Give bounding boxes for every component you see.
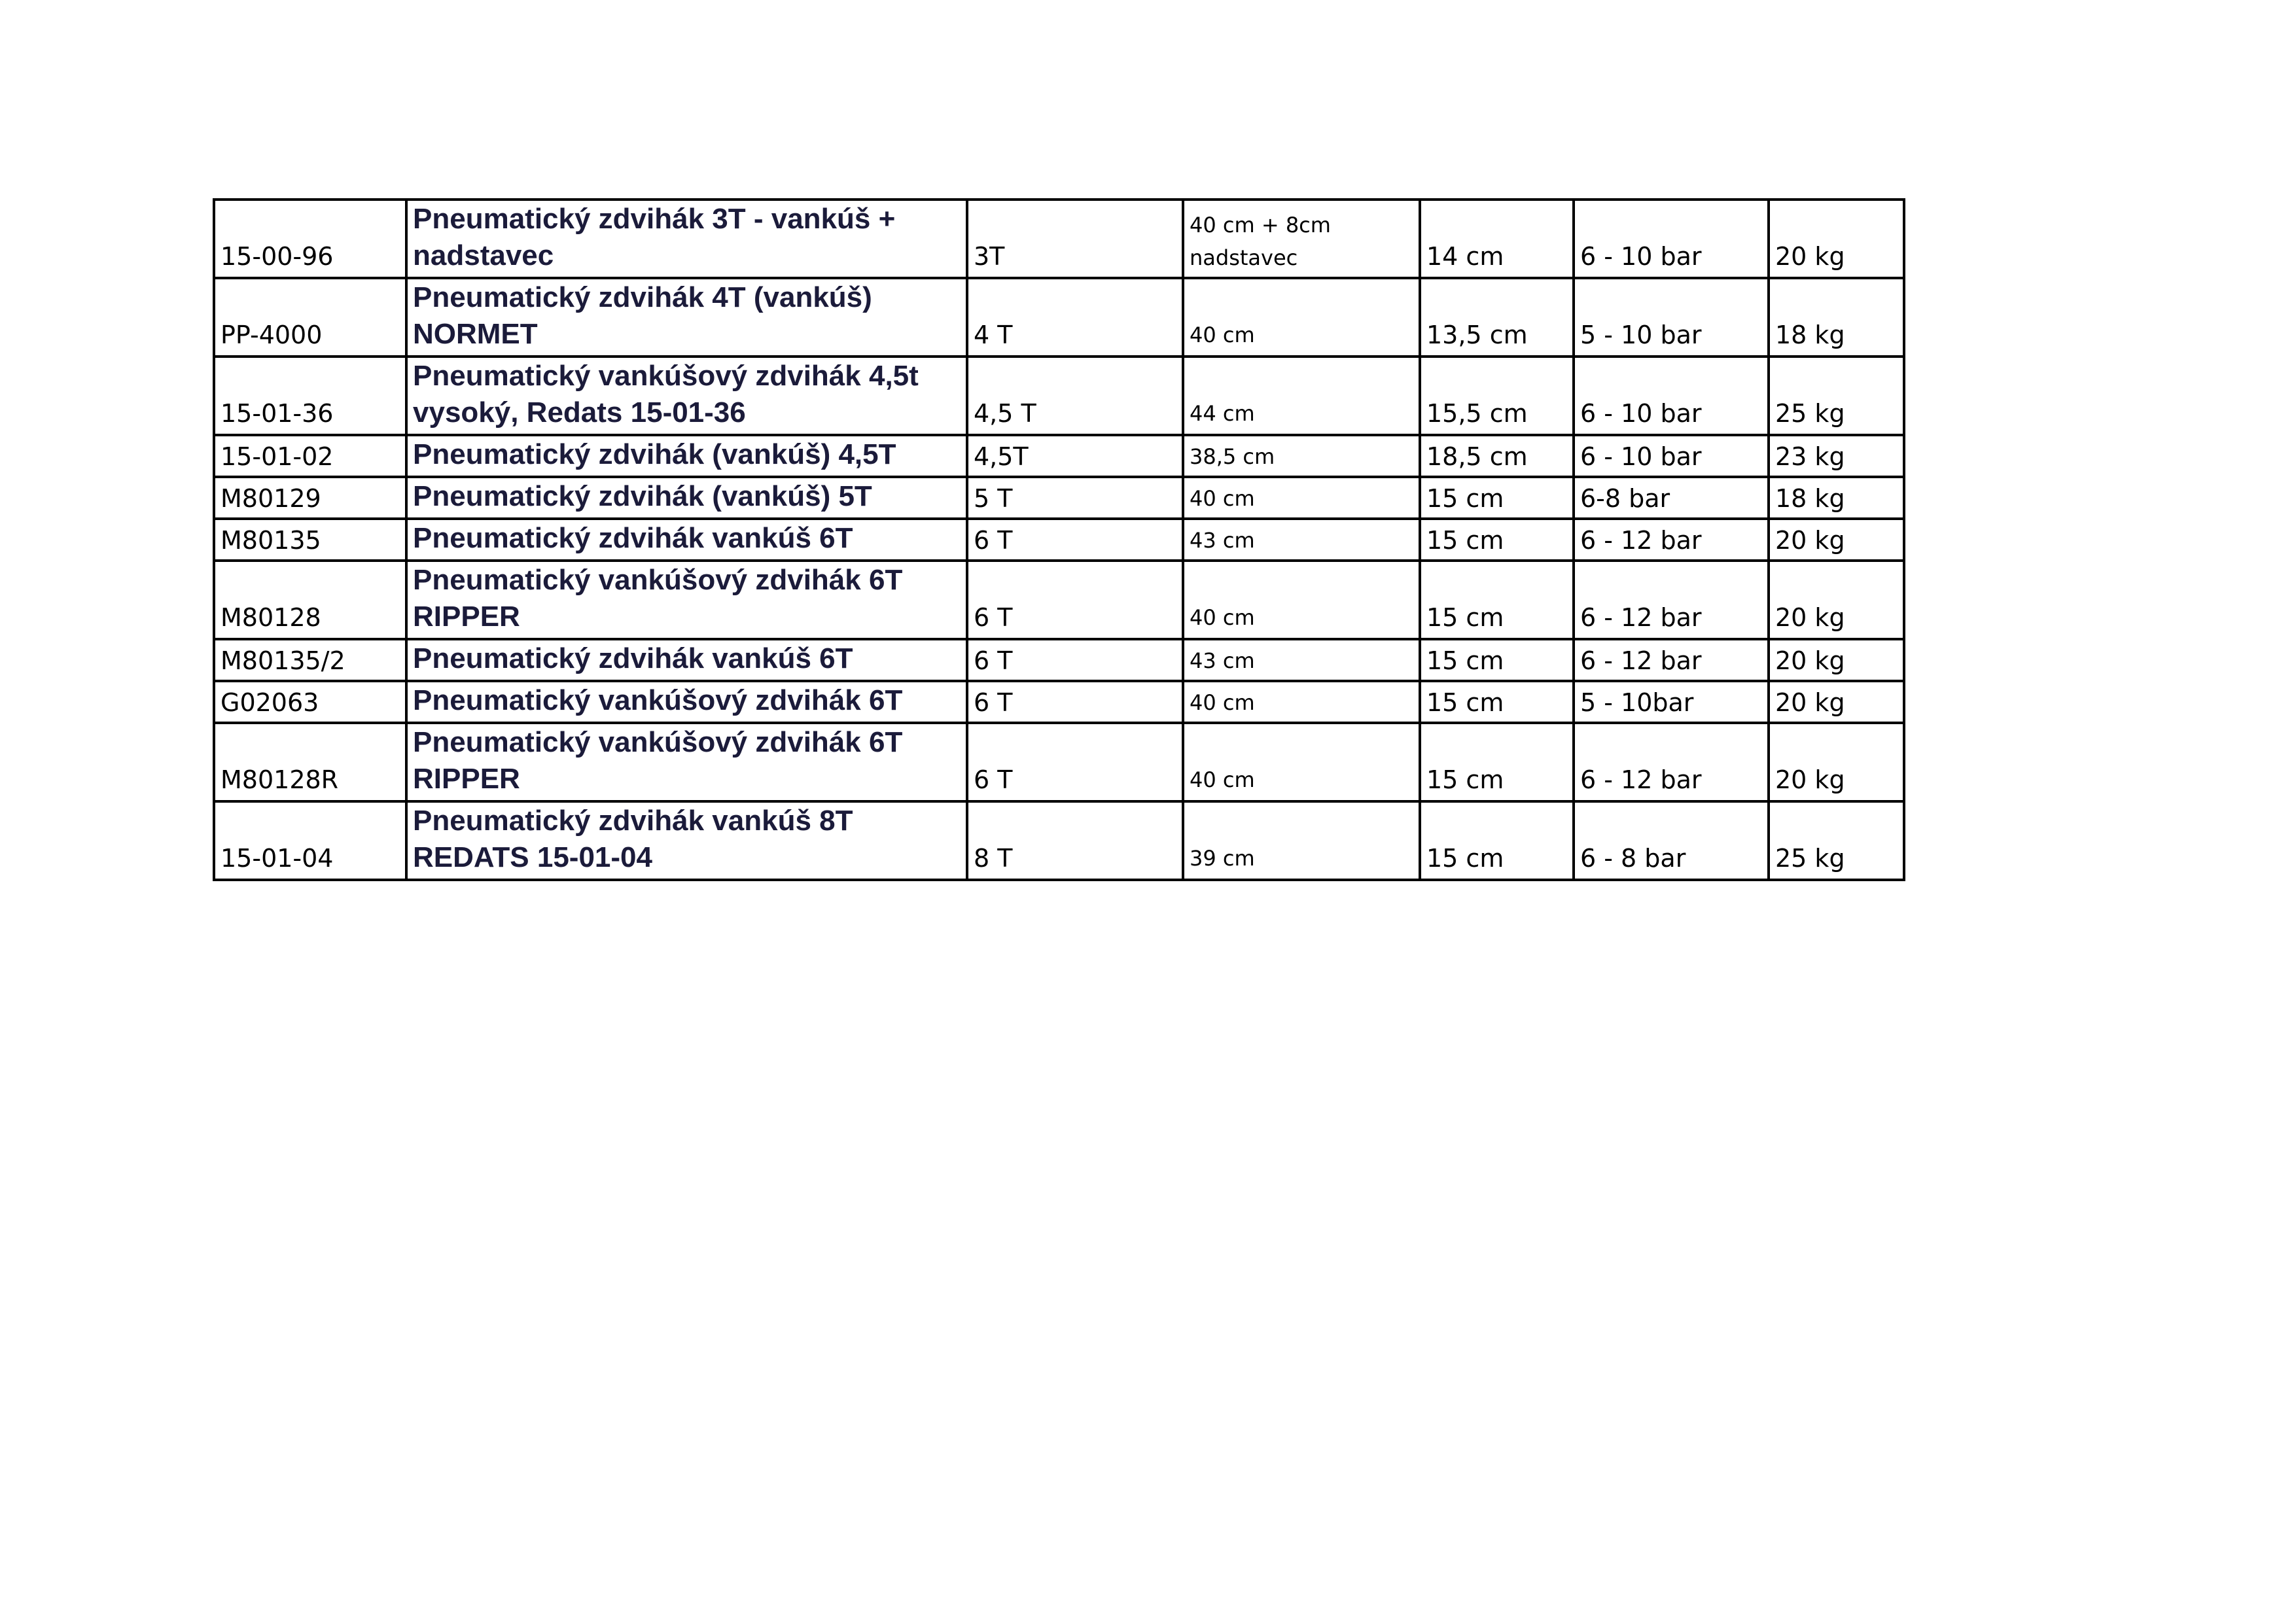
product-name: Pneumatický vankúšový zdvihák 4,5t vysoký, Redats 15-01-36 (406, 357, 967, 435)
table-row (214, 681, 1904, 723)
product-reach: 43 cm (1183, 519, 1420, 561)
product-reach: 40 cm (1183, 477, 1420, 519)
product-weight: 20 kg (1769, 639, 1904, 681)
product-height: 15 cm (1420, 639, 1574, 681)
product-code: M80135 (214, 519, 406, 561)
product-reach: 40 cm + 8cm nadstavec (1183, 200, 1420, 278)
product-name: Pneumatický zdvihák (vankúš) 4,5T (406, 435, 967, 477)
table-row (214, 519, 1904, 561)
product-height: 15 cm (1420, 519, 1574, 561)
product-height: 15 cm (1420, 801, 1574, 880)
table-row (214, 435, 1904, 477)
product-code: M80135/2 (214, 639, 406, 681)
product-pressure: 6 - 10 bar (1574, 357, 1769, 435)
product-weight: 25 kg (1769, 801, 1904, 880)
product-capacity: 6 T (967, 561, 1183, 639)
product-capacity: 6 T (967, 681, 1183, 723)
product-name: Pneumatický vankúšový zdvihák 6T RIPPER (406, 723, 967, 801)
product-capacity: 6 T (967, 639, 1183, 681)
product-name: Pneumatický zdvihák vankúš 6T (406, 639, 967, 681)
product-capacity: 4,5 T (967, 357, 1183, 435)
table-row (214, 801, 1904, 880)
product-code: 15-00-96 (214, 200, 406, 278)
product-capacity: 5 T (967, 477, 1183, 519)
product-weight: 20 kg (1769, 561, 1904, 639)
product-code: 15-01-02 (214, 435, 406, 477)
product-code: 15-01-04 (214, 801, 406, 880)
product-pressure: 6 - 12 bar (1574, 519, 1769, 561)
product-name: Pneumatický vankúšový zdvihák 6T (406, 681, 967, 723)
product-capacity: 6 T (967, 519, 1183, 561)
product-pressure: 6 - 12 bar (1574, 561, 1769, 639)
product-pressure: 6 - 8 bar (1574, 801, 1769, 880)
product-capacity: 6 T (967, 723, 1183, 801)
product-reach: 43 cm (1183, 639, 1420, 681)
product-height: 15,5 cm (1420, 357, 1574, 435)
product-pressure: 6 - 12 bar (1574, 639, 1769, 681)
product-table (213, 198, 1905, 881)
product-code: 15-01-36 (214, 357, 406, 435)
product-weight: 20 kg (1769, 681, 1904, 723)
product-weight: 20 kg (1769, 519, 1904, 561)
product-capacity: 3T (967, 200, 1183, 278)
product-height: 13,5 cm (1420, 278, 1574, 357)
product-code: G02063 (214, 681, 406, 723)
product-capacity: 4,5T (967, 435, 1183, 477)
product-reach: 39 cm (1183, 801, 1420, 880)
product-reach: 40 cm (1183, 561, 1420, 639)
product-weight: 18 kg (1769, 278, 1904, 357)
product-reach: 40 cm (1183, 278, 1420, 357)
product-pressure: 5 - 10bar (1574, 681, 1769, 723)
product-name: Pneumatický zdvihák vankúš 8T REDATS 15-01-04 (406, 801, 967, 880)
table-row (214, 357, 1904, 435)
product-weight: 20 kg (1769, 723, 1904, 801)
product-name: Pneumatický zdvihák vankúš 6T (406, 519, 967, 561)
product-reach: 40 cm (1183, 681, 1420, 723)
product-reach: 44 cm (1183, 357, 1420, 435)
table-row (214, 477, 1904, 519)
product-name: Pneumatický zdvihák 4T (vankúš) NORMET (406, 278, 967, 357)
product-pressure: 5 - 10 bar (1574, 278, 1769, 357)
product-code: M80129 (214, 477, 406, 519)
product-reach: 38,5 cm (1183, 435, 1420, 477)
product-code: M80128 (214, 561, 406, 639)
product-height: 15 cm (1420, 561, 1574, 639)
product-name: Pneumatický vankúšový zdvihák 6T RIPPER (406, 561, 967, 639)
product-name: Pneumatický zdvihák (vankúš) 5T (406, 477, 967, 519)
product-height: 18,5 cm (1420, 435, 1574, 477)
table-row (214, 723, 1904, 801)
product-capacity: 8 T (967, 801, 1183, 880)
product-height: 14 cm (1420, 200, 1574, 278)
product-pressure: 6 - 12 bar (1574, 723, 1769, 801)
table-row (214, 639, 1904, 681)
product-height: 15 cm (1420, 477, 1574, 519)
product-height: 15 cm (1420, 723, 1574, 801)
table-row (214, 200, 1904, 278)
product-reach: 40 cm (1183, 723, 1420, 801)
product-weight: 18 kg (1769, 477, 1904, 519)
product-weight: 25 kg (1769, 357, 1904, 435)
product-pressure: 6 - 10 bar (1574, 200, 1769, 278)
table-row (214, 561, 1904, 639)
product-code: PP-4000 (214, 278, 406, 357)
product-capacity: 4 T (967, 278, 1183, 357)
product-code: M80128R (214, 723, 406, 801)
product-pressure: 6 - 10 bar (1574, 435, 1769, 477)
product-weight: 23 kg (1769, 435, 1904, 477)
product-height: 15 cm (1420, 681, 1574, 723)
product-name: Pneumatický zdvihák 3T - vankúš + nadstavec (406, 200, 967, 278)
table-row (214, 278, 1904, 357)
product-pressure: 6-8 bar (1574, 477, 1769, 519)
product-weight: 20 kg (1769, 200, 1904, 278)
